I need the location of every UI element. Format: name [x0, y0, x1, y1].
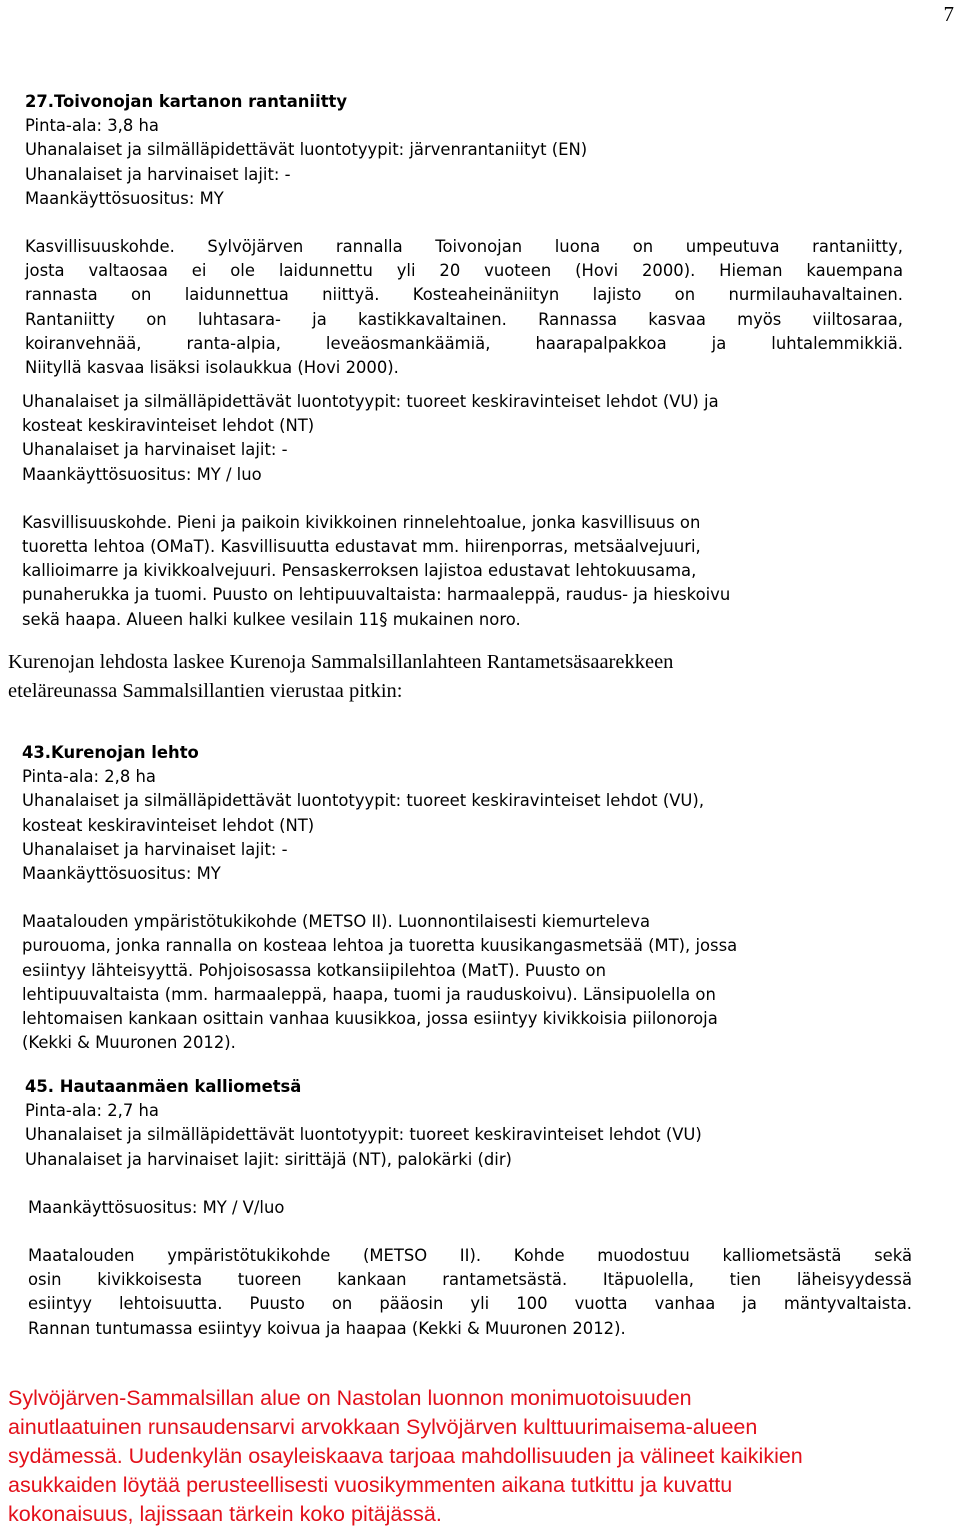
description-line: lehtipuuvaltaista (mm. harmaaleppä, haapa, tuomi ja rauduskoivu). Länsipuolella on	[22, 984, 716, 1004]
description-line: Niityllä kasvaa lisäksi isolaukkua (Hovi 2000).	[25, 358, 399, 378]
description-line: tuoretta lehtoa (OMaT). Kasvillisuutta edustavat mm. hiirenporras, metsäalvejuuri,	[22, 537, 701, 557]
description-line: Rantaniitty on luhtasara- ja kastikkavaltainen. Rannassa kasvaa myös viiltosaraa,	[25, 309, 903, 329]
paragraph-line: eteläreunassa Sammalsillantien vierustaa pitkin:	[8, 680, 403, 702]
section-27	[25, 90, 903, 380]
species-line: Uhanalaiset ja harvinaiset lajit: -	[22, 440, 288, 460]
habitats-line: Uhanalaiset ja silmälläpidettävät luontotyypit: järvenrantaniityt (EN)	[25, 140, 588, 160]
section-title: 43.Kurenojan lehto	[22, 743, 199, 762]
description-line: Kasvillisuuskohde. Pieni ja paikoin kivikkoinen rinnelehtoalue, jonka kasvillisuus on	[22, 512, 701, 532]
species-line: Uhanalaiset ja harvinaiset lajit: -	[25, 164, 291, 184]
area-line: Pinta-ala: 2,7 ha	[25, 1101, 159, 1121]
description-line: purouoma, jonka rannalla on kosteaa lehtoa ja tuoretta kuusikangasmetsää (MT), jossa	[22, 936, 738, 956]
habitats-line: Uhanalaiset ja silmälläpidettävät luontotyypit: tuoreet keskiravinteiset lehdot (VU),	[22, 791, 705, 811]
paragraph-line: Sylvöjärven-Sammalsillan alue on Nastolan luonnon monimuotoisuuden	[8, 1386, 692, 1410]
area-line: Pinta-ala: 3,8 ha	[25, 116, 159, 136]
paragraph-line: asukkaiden löytää perusteellisesti vuosikymmenten aikana tutkittu ja kuvattu	[8, 1473, 733, 1497]
description-line: rannasta on laidunnettua niittyä. Kosteaheinäniityn lajisto on nurmilauhavaltainen.	[25, 285, 903, 305]
description-line: esiintyy lehtoisuutta. Puusto on pääosin yli 100 vuotta vanhaa ja mäntyvaltaista.	[28, 1294, 912, 1314]
description-line: Rannan tuntumassa esiintyy koivua ja haapaa (Kekki & Muuronen 2012).	[28, 1318, 626, 1338]
paragraph-line: kokonaisuus, lajissaan tärkein koko pitäjässä.	[8, 1502, 442, 1526]
description-line: esiintyy lähteisyyttä. Pohjoisosassa kotkansiipilehtoa (MatT). Puusto on	[22, 960, 606, 980]
habitats-line: kosteat keskiravinteiset lehdot (NT)	[22, 416, 315, 436]
description-line: osin kivikkoisesta tuoreen kankaan rantametsästä. Itäpuolella, tien läheisyydessä	[28, 1270, 912, 1290]
habitats-line: kosteat keskiravinteiset lehdot (NT)	[22, 815, 315, 835]
description-line: Maatalouden ympäristötukikohde (METSO II). Kohde muodostuu kalliometsästä sekä	[28, 1246, 912, 1266]
section-43	[22, 741, 737, 1055]
closing-paragraph	[8, 1384, 803, 1529]
description-line: koiranvehnää, ranta-alpia, leveäosmankäämiä, haarapalpakkoa ja luhtalemmikkiä.	[25, 333, 903, 353]
paragraph-line: ainutlaatuinen runsaudensarvi arvokkaan Sylvöjärven kulttuurimaisema-alueen	[8, 1415, 758, 1439]
section-title: 27.Toivonojan kartanon rantaniitty	[25, 92, 348, 111]
landuse-line: Maankäyttösuositus: MY	[25, 188, 224, 208]
description-line: Maatalouden ympäristötukikohde (METSO II). Luonnontilaisesti kiemurteleva	[22, 912, 650, 932]
landuse-line: Maankäyttösuositus: MY / luo	[22, 464, 262, 484]
section-unnamed	[22, 390, 730, 632]
description-line: Kasvillisuuskohde. Sylvöjärven rannalla Toivonojan luona on umpeutuva rantaniitty,	[25, 237, 903, 257]
description-line: lehtomaisen kankaan osittain vanhaa kuusikkoa, jossa esiintyy kivikkoisia piilonoroja	[22, 1009, 718, 1029]
species-line: Uhanalaiset ja harvinaiset lajit: -	[22, 839, 288, 859]
description-line: josta valtaosaa ei ole laidunnettu yli 20 vuoteen (Hovi 2000). Hieman kauempana	[25, 261, 903, 281]
landuse-line: Maankäyttösuositus: MY / V/luo	[28, 1197, 285, 1217]
landuse-line: Maankäyttösuositus: MY	[22, 864, 221, 884]
description-line: kallioimarre ja kivikkoalvejuuri. Pensaskerroksen lajistoa edustavat lehtokuusama,	[22, 561, 697, 581]
area-line: Pinta-ala: 2,8 ha	[22, 767, 156, 787]
section-title: 45. Hautaanmäen kalliometsä	[25, 1077, 302, 1096]
paragraph-line: Kurenojan lehdosta laskee Kurenoja Sammalsillanlahteen Rantametsäsaarekkeen	[8, 651, 674, 673]
intro-paragraph	[8, 648, 673, 706]
description-line: punaherukka ja tuomi. Puusto on lehtipuuvaltaista: harmaaleppä, raudus- ja hieskoivu	[22, 585, 731, 605]
section-45	[25, 1075, 912, 1341]
page-number: 7	[943, 2, 954, 26]
habitats-line: Uhanalaiset ja silmälläpidettävät luontotyypit: tuoreet keskiravinteiset lehdot (VU) ja	[22, 392, 719, 411]
species-line: Uhanalaiset ja harvinaiset lajit: sirittäjä (NT), palokärki (dir)	[25, 1149, 512, 1169]
habitats-line: Uhanalaiset ja silmälläpidettävät luontotyypit: tuoreet keskiravinteiset lehdot (VU)	[25, 1125, 702, 1145]
description-line: (Kekki & Muuronen 2012).	[22, 1033, 236, 1053]
description-line: sekä haapa. Alueen halki kulkee vesilain 11§ mukainen noro.	[22, 609, 521, 629]
paragraph-line: sydämessä. Uudenkylän osayleiskaava tarjoaa mahdollisuuden ja välineet kaikikien	[8, 1444, 803, 1468]
